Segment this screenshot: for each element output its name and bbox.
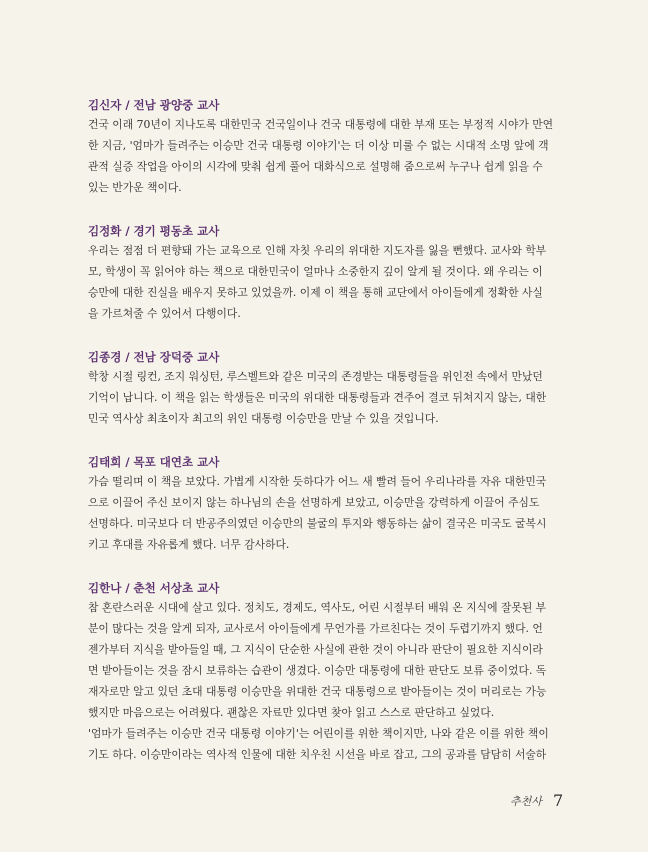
text-line: 학창 시절 링컨, 조지 워싱턴, 루스벨트와 같은 미국의 존경받는 대통령들을 위인전 속에서 만났던	[88, 370, 543, 383]
recommender-name: 김정화 / 경기 평동초 교사	[88, 224, 220, 238]
recommendation-text	[88, 597, 558, 765]
page-footer	[510, 790, 610, 814]
text-line: 기도 하다. 이승만이라는 역사적 인물에 대한 치우친 시선을 바로 잡고, 그의 공과를 담담히 서술하	[88, 748, 547, 761]
text-line: 관적 실증 작업을 아이의 시각에 맞춰 쉽게 풀어 대화식으로 설명해 줌으로써 누구나 쉽게 읽을 수	[88, 160, 543, 173]
text-line: 으로 이끌어 주신 보이지 않는 하나님의 손을 선명하게 보았고, 이승만을 강력하게 이끌어 주심도	[88, 496, 540, 509]
text-line: 가슴 떨리며 이 책을 보았다. 가볍게 시작한 듯하다가 어느 새 빨려 들어 우리나라를 자유 대한민국	[88, 475, 547, 488]
text-line: 우리는 점점 더 편향돼 가는 교육으로 인해 자칫 우리의 위대한 지도자를 잃을 뻔했다. 교사와 학부	[88, 244, 547, 257]
recommendation-entry	[88, 96, 558, 198]
text-line: 재자로만 알고 있던 초대 대통령 이승만을 위대한 건국 대통령으로 받아들이는 것이 머리로는 가능	[88, 685, 547, 698]
text-line: 을 가르쳐줄 수 있어서 다행이다.	[88, 307, 241, 320]
recommendation-entry	[88, 222, 558, 324]
recommendation-text	[88, 240, 558, 324]
page-number: 7	[552, 791, 564, 810]
text-line: 모, 학생이 꼭 읽어야 하는 책으로 대한민국이 얼마나 소중한지 깊이 알게 될 것이다. 왜 우리는 이	[88, 265, 543, 278]
text-line: 했지만 마음으로는 어려웠다. 괜찮은 자료만 있다면 찾아 읽고 스스로 판단하고 싶었다.	[88, 706, 495, 719]
text-line: 있는 반가운 책이다.	[88, 181, 182, 194]
recommender-name: 김한나 / 춘천 서상초 교사	[88, 581, 220, 595]
text-line: 한 지금, '엄마가 들려주는 이승만 건국 대통령 이야기'는 더 이상 미룰 수 없는 시대적 소명 앞에 객	[88, 139, 549, 152]
recommendations-list	[88, 96, 558, 789]
text-line: 건국 이래 70년이 지나도록 대한민국 건국일이나 건국 대통령에 대한 부재 또는 부정적 시야가 만연	[88, 118, 554, 131]
text-line: 참 혼란스러운 시대에 살고 있다. 정치도, 경제도, 역사도, 어린 시절부터 배워 온 지식에 잘못된 부	[88, 601, 547, 614]
text-line: 선명하다. 미국보다 더 반공주의였던 이승만의 불굴의 투지와 행동하는 삶이 결국은 미국도 굴복시	[88, 517, 547, 530]
text-line: 기억이 납니다. 이 책을 읽는 학생들은 미국의 위대한 대통령들과 견주어 결코 뒤쳐지지 않는, 대한	[88, 391, 547, 404]
text-line: 키고 후대를 자유롭게 했다. 너무 감사하다.	[88, 538, 290, 551]
section-label: 추천사	[510, 794, 542, 808]
recommendation-entry	[88, 579, 558, 765]
recommendation-text	[88, 471, 558, 555]
text-line: 승만에 대한 진실을 배우지 못하고 있었을까. 이제 이 책을 통해 교단에서 아이들에게 정확한 사실	[88, 286, 543, 299]
recommendation-text	[88, 366, 558, 429]
text-line: 민국 역사상 최초이자 최고의 위인 대통령 이승만을 만날 수 있을 것입니다.	[88, 412, 439, 425]
recommendation-text	[88, 114, 558, 198]
text-line: 분이 많다는 것을 알게 되자, 교사로서 아이들에게 무언가를 가르친다는 것이 두렵기까지 했다. 언	[88, 622, 543, 635]
recommendation-entry	[88, 348, 558, 429]
recommendation-entry	[88, 453, 558, 555]
text-line: '엄마가 들려주는 이승만 건국 대통령 이야기'는 어린이를 위한 책이지만, 나와 같은 이를 위한 책이	[88, 727, 549, 740]
recommender-name: 김신자 / 전남 광양중 교사	[88, 98, 220, 112]
text-line: 면 받아들이는 것을 잠시 보류하는 습관이 생겼다. 이승만 대통령에 대한 판단도 보류 중이었다. 독	[88, 664, 547, 677]
text-line: 젠가부터 지식을 받아들일 때, 그 지식이 단순한 사실에 관한 것이 아니라 판단이 필요한 지식이라	[88, 643, 543, 656]
recommender-name: 김태희 / 목포 대연초 교사	[88, 455, 220, 469]
recommender-name: 김종경 / 전남 장덕중 교사	[88, 350, 220, 364]
